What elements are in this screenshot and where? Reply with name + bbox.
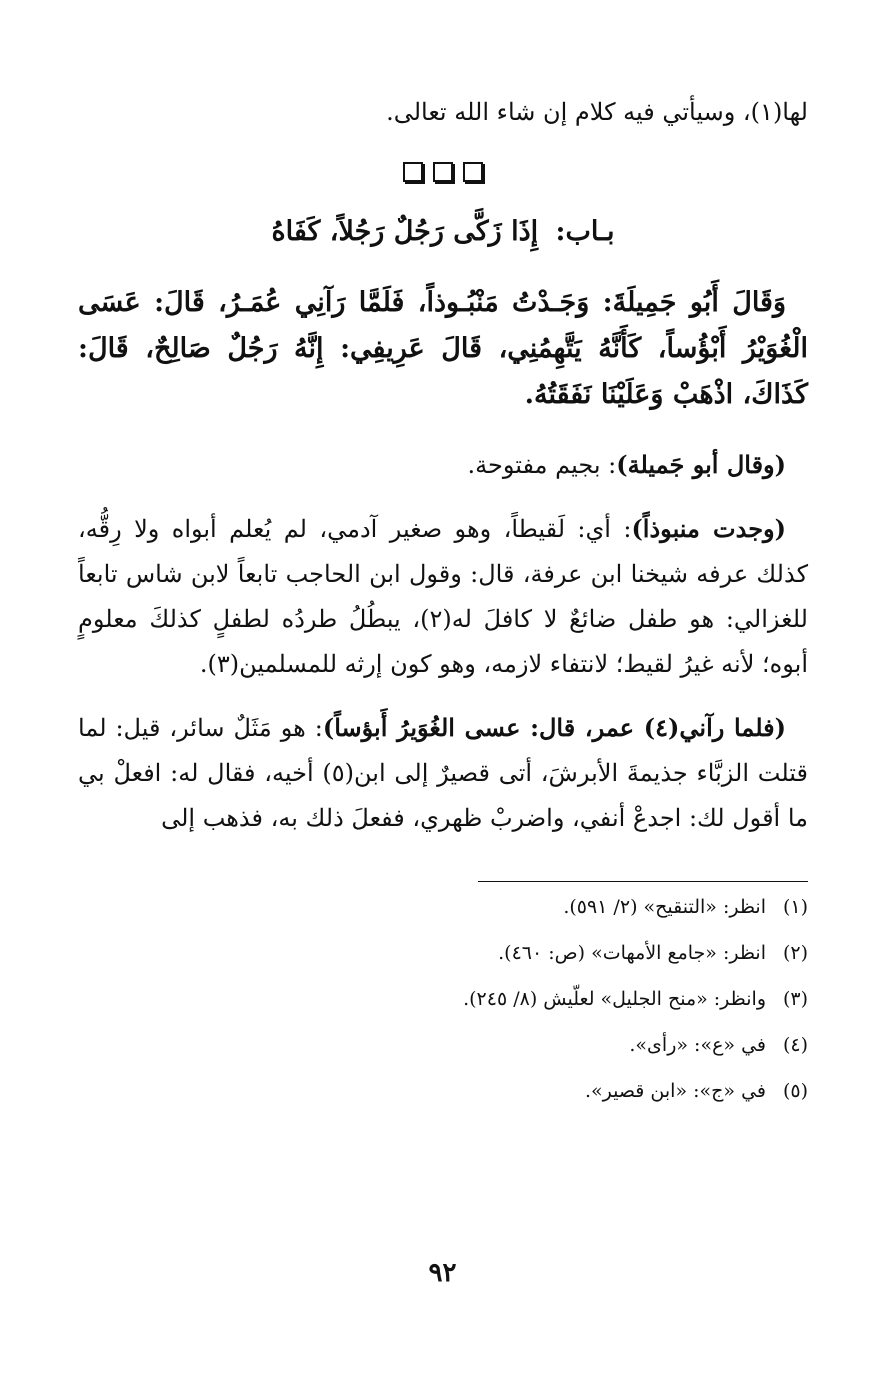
hadith-text: وَقَالَ أَبُو جَمِيلَةَ: وَجَـدْتُ مَنْبُـوذاً، فَلَمَّا رَآنِي عُمَـرُ، قَالَ: عَسَى الْغُوَيْرُ أَبْؤُساً، كَأَنَّهُ يَتَّهِمُنِي، قَالَ عَرِيفِي: إِنَّهُ رَجُلٌ صَالِحٌ، قَالَ: كَذَاكَ، اذْهَبْ وَعَلَيْنَا نَفَقَتُهُ. [78, 287, 808, 410]
footnote-number: (٤) [782, 1034, 808, 1056]
footnote-text: في «ع»: «رأى». [629, 1034, 766, 1056]
commentary-lemma: (وجدت منبوذاً) [631, 514, 786, 543]
footnote [78, 1078, 808, 1104]
section-separator [78, 162, 808, 182]
footnote [78, 940, 808, 966]
footnote-number: (١) [782, 896, 808, 918]
footnote-number: (٥) [782, 1080, 808, 1102]
chapter-label: بـاب: [555, 216, 615, 247]
commentary-lemma: (وقال أبو جَميلة) [616, 450, 786, 479]
footnote-number: (٢) [782, 942, 808, 964]
separator-square-icon [433, 162, 453, 182]
page-body [78, 92, 808, 1124]
footnote-text: في «ج»: «ابن قصير». [584, 1080, 766, 1102]
footnote [78, 1032, 808, 1058]
footnote [78, 986, 808, 1012]
commentary-text: : هو مَثَلٌ سائر، قيل: لما قتلت الزبَّاء جذيمةَ الأبرشَ، أتى قصيرٌ إلى ابن(٥) أخيه، فقال له: افعلْ بي ما أقول لك: اجدعْ أنفي، واضربْ ظهري، ففعلَ ذلك به، فذهب إلى [78, 714, 809, 832]
page-number: ٩٢ [428, 1258, 457, 1288]
chapter-title: إِذَا زَكَّى رَجُلٌ رَجُلاً، كَفَاهُ [271, 216, 539, 247]
commentary-text: : أي: لَقيطاً، وهو صغير آدمي، لم يُعلم أبواه ولا رِقُّه، كذلك عرفه شيخنا ابن عرفة، قال: وقول ابن الحاجب تابعاً لابن شاس تابعاً للغزالي: هو طفل ضائعٌ لا كافلَ له(٢)، يبطُلُ طردُه لطفلٍ كذلكَ معلومٍ أبوه؛ لأنه غيرُ لقيط؛ لانتفاء لازمه، وهو كون إرثه للمسلمين(٣). [78, 515, 808, 678]
opening-line: لها(١)، وسيأتي فيه كلام إن شاء الله تعالى. [386, 98, 808, 126]
footnote-text: انظر: «جامع الأمهات» (ص: ٤٦٠). [498, 942, 766, 964]
footnote-divider [478, 881, 808, 882]
commentary-paragraph [78, 442, 808, 488]
chapter-heading [78, 212, 808, 252]
footnote-text: انظر: «التنقيح» (٢/ ٥٩١). [563, 896, 766, 918]
footnote-text: وانظر: «منح الجليل» لعلّيش (٨/ ٢٤٥). [463, 988, 766, 1010]
commentary-text: : بجيم مفتوحة. [467, 451, 617, 479]
separator-square-icon [403, 162, 423, 182]
commentary-paragraph [78, 705, 808, 841]
footnote [78, 894, 808, 920]
footnote-number: (٣) [782, 988, 808, 1010]
separator-square-icon [463, 162, 483, 182]
commentary-paragraph [78, 506, 808, 687]
commentary-lemma: (فلما رآني(٤) عمر، قال: عسى الغُوَيرُ أَبؤساً) [322, 713, 786, 742]
